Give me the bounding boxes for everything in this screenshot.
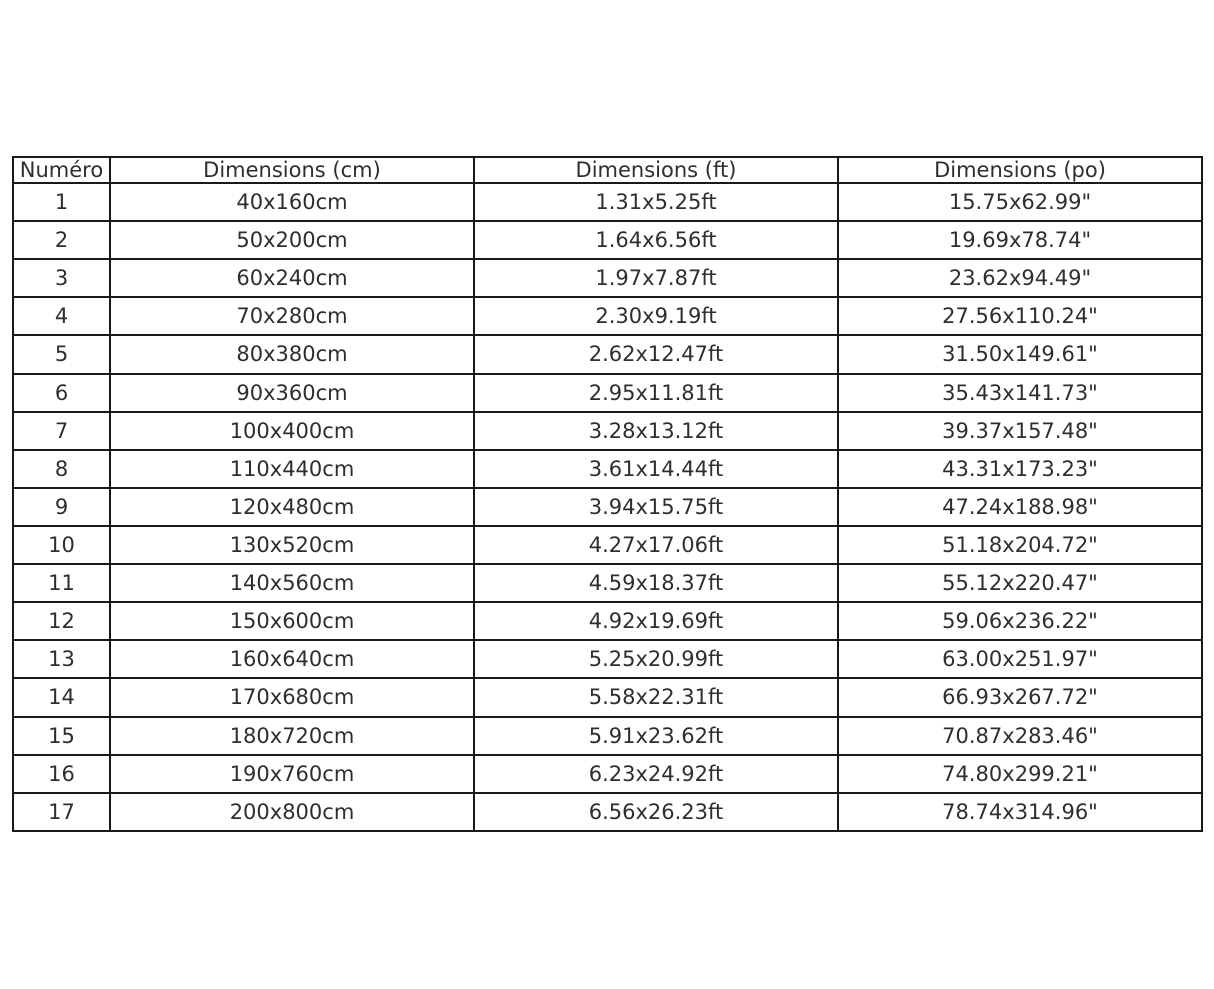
cell-dimensions-ft: 6.56x26.23ft <box>474 793 838 831</box>
cell-dimensions-po: 19.69x78.74" <box>838 221 1202 259</box>
cell-numero: 9 <box>13 488 110 526</box>
cell-dimensions-po: 51.18x204.72" <box>838 526 1202 564</box>
cell-dimensions-ft: 5.91x23.62ft <box>474 717 838 755</box>
cell-numero: 2 <box>13 221 110 259</box>
cell-dimensions-po: 23.62x94.49" <box>838 259 1202 297</box>
table-row <box>13 717 1202 755</box>
cell-dimensions-po: 39.37x157.48" <box>838 412 1202 450</box>
table-row <box>13 564 1202 602</box>
cell-dimensions-po: 74.80x299.21" <box>838 755 1202 793</box>
table-row <box>13 678 1202 716</box>
cell-dimensions-cm: 70x280cm <box>110 297 474 335</box>
cell-numero: 5 <box>13 335 110 373</box>
cell-dimensions-ft: 5.58x22.31ft <box>474 678 838 716</box>
cell-numero: 8 <box>13 450 110 488</box>
cell-dimensions-po: 43.31x173.23" <box>838 450 1202 488</box>
cell-numero: 11 <box>13 564 110 602</box>
table-row <box>13 221 1202 259</box>
cell-dimensions-cm: 80x380cm <box>110 335 474 373</box>
cell-dimensions-ft: 3.94x15.75ft <box>474 488 838 526</box>
cell-dimensions-ft: 3.61x14.44ft <box>474 450 838 488</box>
cell-dimensions-cm: 60x240cm <box>110 259 474 297</box>
cell-numero: 3 <box>13 259 110 297</box>
table-row <box>13 335 1202 373</box>
cell-numero: 4 <box>13 297 110 335</box>
cell-dimensions-po: 31.50x149.61" <box>838 335 1202 373</box>
cell-dimensions-po: 59.06x236.22" <box>838 602 1202 640</box>
table-row <box>13 412 1202 450</box>
cell-numero: 10 <box>13 526 110 564</box>
cell-dimensions-cm: 50x200cm <box>110 221 474 259</box>
table-row <box>13 526 1202 564</box>
cell-dimensions-cm: 140x560cm <box>110 564 474 602</box>
cell-dimensions-po: 15.75x62.99" <box>838 183 1202 221</box>
cell-dimensions-ft: 2.62x12.47ft <box>474 335 838 373</box>
cell-dimensions-po: 27.56x110.24" <box>838 297 1202 335</box>
table-row <box>13 755 1202 793</box>
cell-dimensions-po: 66.93x267.72" <box>838 678 1202 716</box>
table-row <box>13 640 1202 678</box>
cell-numero: 7 <box>13 412 110 450</box>
table-row <box>13 602 1202 640</box>
table-row <box>13 450 1202 488</box>
cell-dimensions-po: 63.00x251.97" <box>838 640 1202 678</box>
cell-numero: 6 <box>13 374 110 412</box>
cell-dimensions-ft: 1.97x7.87ft <box>474 259 838 297</box>
cell-dimensions-ft: 5.25x20.99ft <box>474 640 838 678</box>
cell-dimensions-cm: 110x440cm <box>110 450 474 488</box>
cell-dimensions-ft: 1.31x5.25ft <box>474 183 838 221</box>
cell-numero: 13 <box>13 640 110 678</box>
cell-dimensions-cm: 40x160cm <box>110 183 474 221</box>
cell-dimensions-cm: 150x600cm <box>110 602 474 640</box>
cell-dimensions-cm: 120x480cm <box>110 488 474 526</box>
table-row <box>13 259 1202 297</box>
cell-dimensions-ft: 2.30x9.19ft <box>474 297 838 335</box>
cell-dimensions-po: 47.24x188.98" <box>838 488 1202 526</box>
table-row <box>13 488 1202 526</box>
cell-dimensions-ft: 6.23x24.92ft <box>474 755 838 793</box>
cell-numero: 15 <box>13 717 110 755</box>
column-header-dimensions-ft: Dimensions (ft) <box>474 157 838 183</box>
cell-dimensions-ft: 4.59x18.37ft <box>474 564 838 602</box>
cell-dimensions-cm: 170x680cm <box>110 678 474 716</box>
cell-numero: 17 <box>13 793 110 831</box>
cell-dimensions-cm: 200x800cm <box>110 793 474 831</box>
cell-dimensions-ft: 4.92x19.69ft <box>474 602 838 640</box>
cell-dimensions-po: 78.74x314.96" <box>838 793 1202 831</box>
cell-dimensions-cm: 190x760cm <box>110 755 474 793</box>
cell-dimensions-cm: 160x640cm <box>110 640 474 678</box>
cell-dimensions-po: 35.43x141.73" <box>838 374 1202 412</box>
cell-dimensions-ft: 3.28x13.12ft <box>474 412 838 450</box>
column-header-numero: Numéro <box>13 157 110 183</box>
dimensions-conversion-table <box>12 156 1203 832</box>
cell-dimensions-po: 55.12x220.47" <box>838 564 1202 602</box>
cell-numero: 16 <box>13 755 110 793</box>
cell-dimensions-ft: 2.95x11.81ft <box>474 374 838 412</box>
cell-dimensions-cm: 180x720cm <box>110 717 474 755</box>
table-row <box>13 793 1202 831</box>
column-header-dimensions-po: Dimensions (po) <box>838 157 1202 183</box>
table-row <box>13 297 1202 335</box>
cell-numero: 14 <box>13 678 110 716</box>
table-row <box>13 374 1202 412</box>
cell-dimensions-cm: 130x520cm <box>110 526 474 564</box>
cell-dimensions-ft: 1.64x6.56ft <box>474 221 838 259</box>
cell-dimensions-ft: 4.27x17.06ft <box>474 526 838 564</box>
table-row <box>13 183 1202 221</box>
column-header-dimensions-cm: Dimensions (cm) <box>110 157 474 183</box>
cell-numero: 1 <box>13 183 110 221</box>
cell-numero: 12 <box>13 602 110 640</box>
cell-dimensions-po: 70.87x283.46" <box>838 717 1202 755</box>
cell-dimensions-cm: 90x360cm <box>110 374 474 412</box>
header-row <box>13 157 1202 183</box>
cell-dimensions-cm: 100x400cm <box>110 412 474 450</box>
